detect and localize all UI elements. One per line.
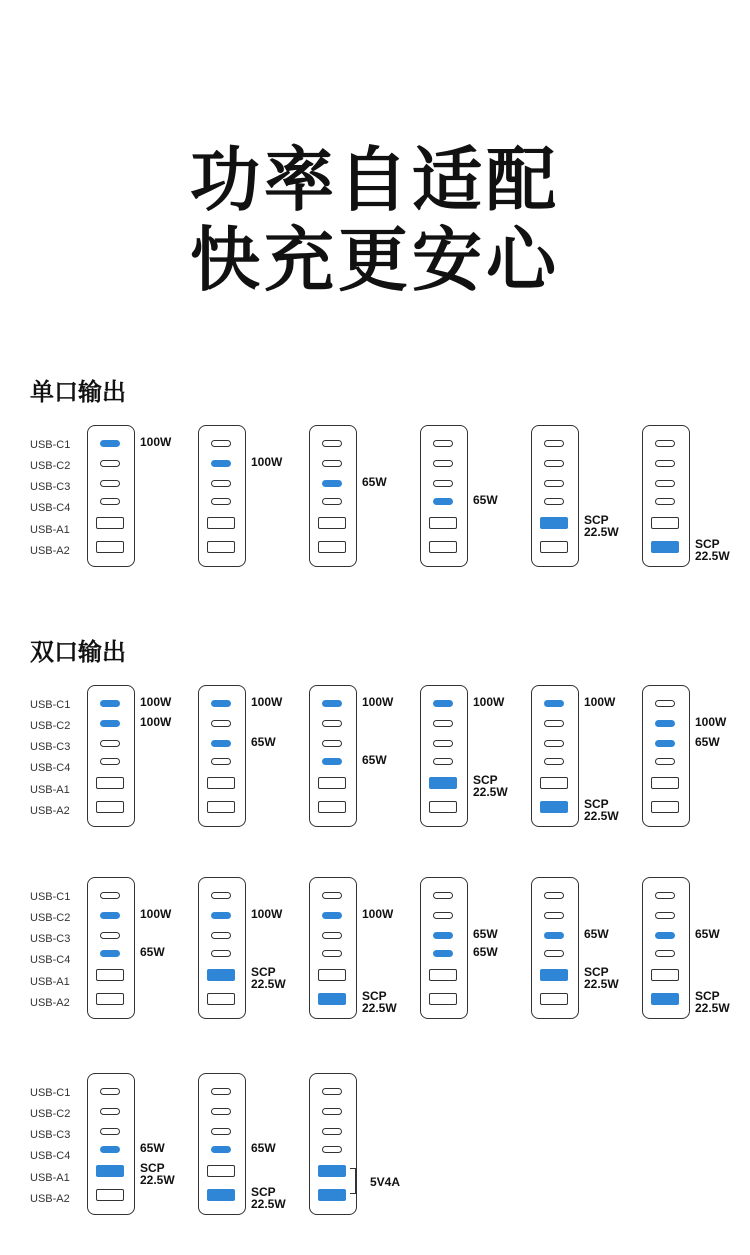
usb-a-port	[207, 801, 235, 813]
usb-c-port	[211, 480, 231, 487]
port-label: USB-A1	[30, 1172, 70, 1184]
power-note: 100W	[473, 695, 505, 709]
usb-c-port	[211, 1108, 231, 1115]
usb-c-port	[211, 460, 231, 467]
usb-c-port	[433, 460, 453, 467]
usb-a-port	[207, 541, 235, 553]
usb-c-port	[544, 460, 564, 467]
power-note: 5V4A	[370, 1175, 401, 1189]
usb-c-port	[433, 932, 453, 939]
usb-a-port	[651, 541, 679, 553]
port-label: USB-C4	[30, 1150, 71, 1162]
power-note: 65W	[251, 735, 276, 749]
usb-c-port	[211, 1088, 231, 1095]
port-label: USB-C1	[30, 439, 71, 451]
usb-a-port	[318, 801, 346, 813]
power-note: 100W	[251, 695, 283, 709]
usb-c-port	[655, 892, 675, 899]
usb-c-port	[544, 932, 564, 939]
power-note: 100W	[140, 695, 172, 709]
usb-c-port	[322, 440, 342, 447]
charger-device	[198, 1073, 246, 1215]
usb-c-port	[100, 460, 120, 467]
power-note: 65W	[695, 735, 720, 749]
charger-device	[642, 877, 690, 1019]
usb-a-port	[207, 1189, 235, 1201]
power-note: SCP 22.5W	[251, 965, 286, 991]
usb-c-port	[322, 700, 342, 707]
headline-line-1: 功率自适配	[190, 139, 560, 221]
usb-a-port	[96, 993, 124, 1005]
charger-device	[198, 425, 246, 567]
power-note: 65W	[140, 1141, 165, 1155]
usb-c-port	[322, 1088, 342, 1095]
power-note: SCP 22.5W	[473, 773, 508, 799]
charger-device	[642, 685, 690, 827]
power-note: SCP 22.5W	[584, 797, 619, 823]
usb-a-port	[651, 969, 679, 981]
section-title-single-port: 单口输出	[30, 378, 126, 406]
charger-device	[420, 685, 468, 827]
port-label: USB-A2	[30, 1193, 70, 1205]
power-note: SCP 22.5W	[140, 1161, 175, 1187]
usb-c-port	[655, 740, 675, 747]
usb-c-port	[100, 912, 120, 919]
charger-device	[198, 877, 246, 1019]
usb-c-port	[100, 480, 120, 487]
usb-c-port	[655, 460, 675, 467]
usb-c-port	[100, 740, 120, 747]
usb-c-port	[100, 1128, 120, 1135]
usb-c-port	[100, 720, 120, 727]
usb-a-port	[318, 1165, 346, 1177]
usb-c-port	[211, 700, 231, 707]
usb-c-port	[211, 1128, 231, 1135]
usb-c-port	[211, 892, 231, 899]
power-note: SCP 22.5W	[584, 513, 619, 539]
usb-a-port	[540, 517, 568, 529]
usb-a-port	[96, 517, 124, 529]
usb-c-port	[655, 498, 675, 505]
usb-a-port	[540, 541, 568, 553]
diagram-row	[0, 425, 750, 575]
usb-a-port	[318, 1189, 346, 1201]
headline-line-2: 快充更安心	[190, 219, 560, 301]
power-note: 100W	[362, 695, 394, 709]
usb-c-port	[655, 700, 675, 707]
usb-c-port	[655, 720, 675, 727]
port-label: USB-C4	[30, 502, 71, 514]
charger-device	[309, 425, 357, 567]
usb-c-port	[100, 950, 120, 957]
usb-a-port	[540, 777, 568, 789]
usb-a-port	[651, 777, 679, 789]
usb-c-port	[433, 700, 453, 707]
power-note: SCP 22.5W	[695, 537, 730, 563]
usb-c-port	[544, 758, 564, 765]
usb-a-port	[207, 1165, 235, 1177]
port-label: USB-A2	[30, 805, 70, 817]
usb-c-port	[433, 912, 453, 919]
power-note: SCP 22.5W	[362, 989, 397, 1015]
usb-a-port	[96, 541, 124, 553]
diagram-row	[0, 685, 750, 835]
power-note: SCP 22.5W	[584, 965, 619, 991]
usb-c-port	[544, 892, 564, 899]
charger-device	[87, 1073, 135, 1215]
port-label: USB-C4	[30, 762, 71, 774]
port-label: USB-C2	[30, 912, 71, 924]
usb-a-port	[318, 969, 346, 981]
usb-c-port	[322, 950, 342, 957]
usb-a-port	[429, 993, 457, 1005]
usb-c-port	[100, 1088, 120, 1095]
usb-c-port	[433, 892, 453, 899]
usb-c-port	[322, 758, 342, 765]
usb-c-port	[322, 1128, 342, 1135]
usb-a-port	[318, 541, 346, 553]
power-note: 65W	[362, 475, 387, 489]
port-label: USB-A2	[30, 997, 70, 1009]
usb-c-port	[322, 1108, 342, 1115]
usb-c-port	[655, 932, 675, 939]
power-note: 100W	[584, 695, 616, 709]
usb-c-port	[322, 460, 342, 467]
usb-c-port	[655, 758, 675, 765]
usb-a-port	[651, 517, 679, 529]
power-note: 65W	[473, 493, 498, 507]
usb-c-port	[211, 950, 231, 957]
usb-a-port	[429, 801, 457, 813]
usb-c-port	[100, 700, 120, 707]
power-note: 65W	[473, 945, 498, 959]
port-label: USB-C2	[30, 720, 71, 732]
power-note: 65W	[584, 927, 609, 941]
power-note: SCP 22.5W	[251, 1185, 286, 1211]
usb-a-port	[318, 517, 346, 529]
usb-c-port	[544, 950, 564, 957]
usb-a-port	[96, 777, 124, 789]
usb-c-port	[211, 720, 231, 727]
usb-c-port	[211, 932, 231, 939]
usb-a-port	[540, 993, 568, 1005]
charger-device	[87, 685, 135, 827]
usb-a-port	[207, 777, 235, 789]
usb-c-port	[322, 498, 342, 505]
power-note: 100W	[695, 715, 727, 729]
usb-a-port	[540, 801, 568, 813]
usb-c-port	[655, 440, 675, 447]
usb-a-port	[540, 969, 568, 981]
charger-device	[309, 877, 357, 1019]
port-label: USB-C4	[30, 954, 71, 966]
usb-c-port	[211, 912, 231, 919]
usb-a-port	[429, 777, 457, 789]
usb-c-port	[100, 892, 120, 899]
usb-a-port	[207, 517, 235, 529]
usb-c-port	[433, 498, 453, 505]
usb-c-port	[544, 740, 564, 747]
bracket-line	[350, 1168, 356, 1194]
usb-c-port	[544, 720, 564, 727]
charger-device	[198, 685, 246, 827]
usb-c-port	[433, 758, 453, 765]
power-note: 65W	[251, 1141, 276, 1155]
port-label: USB-C3	[30, 741, 71, 753]
power-note: 100W	[251, 907, 283, 921]
port-label: USB-A1	[30, 976, 70, 988]
usb-c-port	[655, 480, 675, 487]
usb-a-port	[96, 801, 124, 813]
usb-c-port	[655, 950, 675, 957]
usb-c-port	[211, 440, 231, 447]
usb-c-port	[100, 758, 120, 765]
section-title-dual-port: 双口输出	[30, 638, 126, 666]
port-label: USB-A1	[30, 784, 70, 796]
usb-a-port	[318, 993, 346, 1005]
usb-c-port	[544, 700, 564, 707]
usb-a-port	[318, 777, 346, 789]
usb-c-port	[211, 498, 231, 505]
charger-device	[531, 685, 579, 827]
usb-c-port	[322, 740, 342, 747]
power-note: 100W	[362, 907, 394, 921]
usb-c-port	[100, 932, 120, 939]
port-label: USB-C3	[30, 1129, 71, 1141]
port-label: USB-C1	[30, 891, 71, 903]
charger-device	[642, 425, 690, 567]
port-label: USB-A2	[30, 545, 70, 557]
diagram-row	[0, 877, 750, 1027]
usb-c-port	[322, 892, 342, 899]
usb-c-port	[544, 912, 564, 919]
usb-c-port	[211, 758, 231, 765]
usb-a-port	[96, 1165, 124, 1177]
usb-a-port	[429, 517, 457, 529]
charger-device	[87, 425, 135, 567]
charger-device	[309, 685, 357, 827]
usb-c-port	[322, 720, 342, 727]
usb-c-port	[433, 950, 453, 957]
charger-device	[531, 877, 579, 1019]
port-label: USB-A1	[30, 524, 70, 536]
usb-a-port	[651, 801, 679, 813]
usb-c-port	[433, 740, 453, 747]
usb-a-port	[651, 993, 679, 1005]
charger-device	[531, 425, 579, 567]
usb-c-port	[322, 1146, 342, 1153]
usb-c-port	[433, 480, 453, 487]
usb-a-port	[429, 969, 457, 981]
usb-a-port	[207, 969, 235, 981]
port-label: USB-C3	[30, 933, 71, 945]
usb-c-port	[100, 1146, 120, 1153]
usb-c-port	[433, 440, 453, 447]
power-note: 65W	[362, 753, 387, 767]
usb-c-port	[211, 1146, 231, 1153]
charger-device	[420, 877, 468, 1019]
power-note: SCP 22.5W	[695, 989, 730, 1015]
power-note: 100W	[140, 715, 172, 729]
power-note: 65W	[140, 945, 165, 959]
usb-c-port	[100, 498, 120, 505]
usb-c-port	[322, 912, 342, 919]
usb-a-port	[96, 969, 124, 981]
power-note: 65W	[473, 927, 498, 941]
usb-a-port	[96, 1189, 124, 1201]
usb-c-port	[655, 912, 675, 919]
usb-a-port	[429, 541, 457, 553]
port-label: USB-C2	[30, 1108, 71, 1120]
usb-c-port	[322, 480, 342, 487]
port-label: USB-C1	[30, 699, 71, 711]
charger-device	[420, 425, 468, 567]
usb-c-port	[211, 740, 231, 747]
usb-c-port	[100, 1108, 120, 1115]
usb-a-port	[207, 993, 235, 1005]
usb-c-port	[322, 932, 342, 939]
charger-device	[87, 877, 135, 1019]
port-label: USB-C2	[30, 460, 71, 472]
power-note: 100W	[140, 435, 172, 449]
usb-c-port	[544, 440, 564, 447]
port-label: USB-C1	[30, 1087, 71, 1099]
port-label: USB-C3	[30, 481, 71, 493]
power-note: 65W	[695, 927, 720, 941]
diagram-row	[0, 1073, 750, 1223]
usb-c-port	[433, 720, 453, 727]
power-note: 100W	[140, 907, 172, 921]
usb-c-port	[544, 498, 564, 505]
usb-c-port	[100, 440, 120, 447]
power-note: 100W	[251, 455, 283, 469]
usb-c-port	[544, 480, 564, 487]
